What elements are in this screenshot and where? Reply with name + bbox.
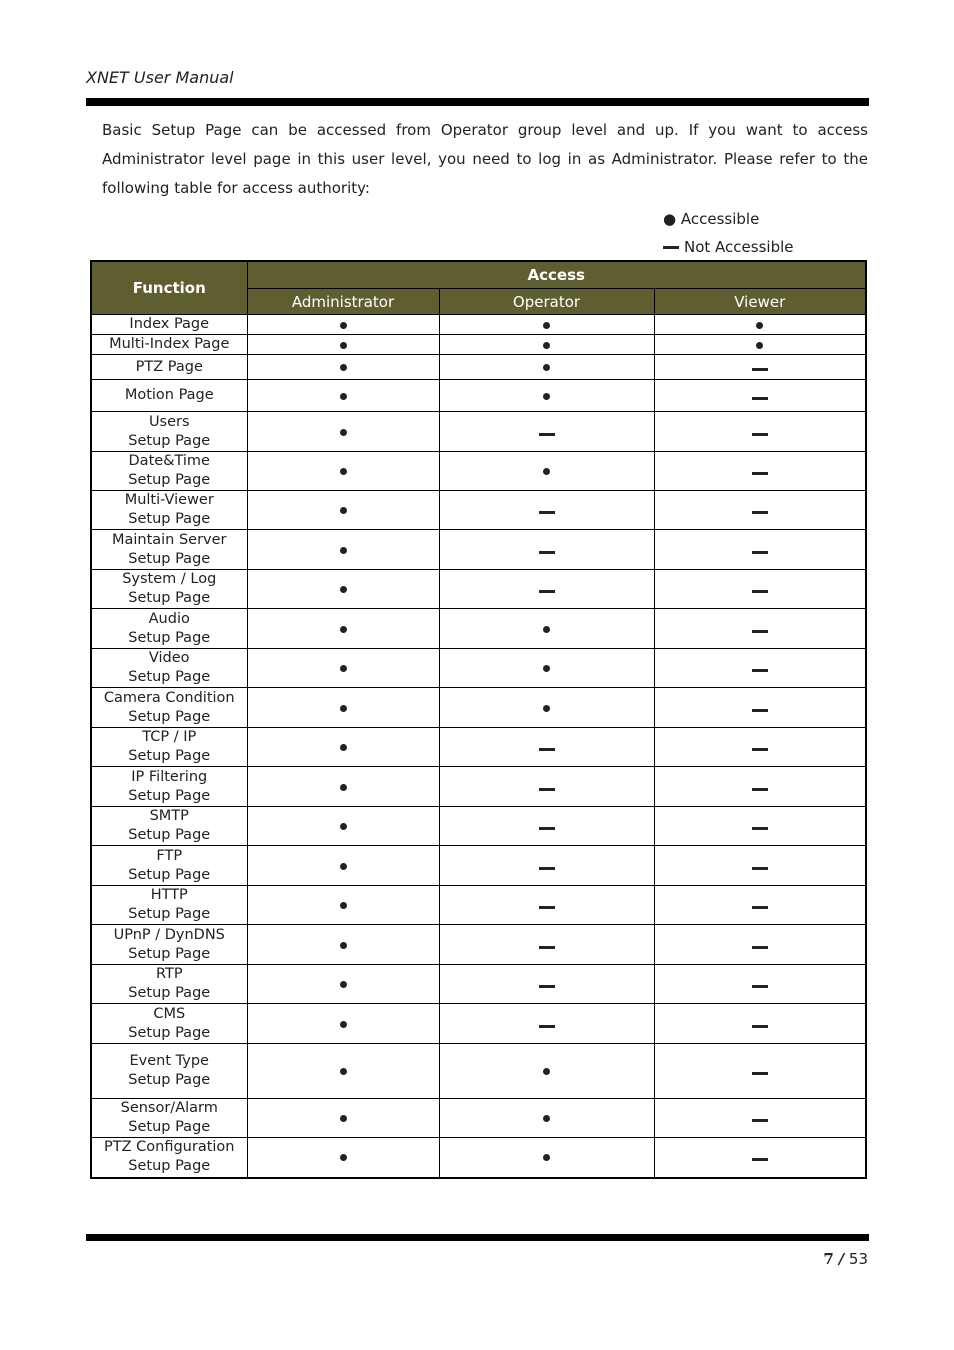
function-name-cell [91, 925, 247, 965]
access-cell-administrator [247, 728, 439, 767]
access-cell-operator [439, 649, 654, 688]
not-accessible-dash-icon [752, 788, 768, 791]
function-name-line: Setup Page [128, 511, 211, 527]
access-cell-operator [439, 412, 654, 452]
access-cell-viewer [654, 1004, 866, 1044]
function-name-cell [91, 886, 247, 925]
access-cell-viewer [654, 315, 866, 335]
accessible-bullet-icon [543, 1068, 550, 1075]
access-cell-administrator [247, 965, 439, 1004]
table-row [91, 609, 866, 649]
function-name-cell [91, 570, 247, 609]
role-header-operator: Operator [439, 289, 654, 315]
table-row [91, 335, 866, 355]
function-name-cell [91, 380, 247, 412]
function-name-line: IP Filtering [131, 768, 208, 785]
table-row [91, 491, 866, 530]
access-cell-operator [439, 1044, 654, 1099]
access-cell-operator [439, 380, 654, 412]
function-name-line: Setup Page [128, 985, 211, 1001]
not-accessible-dash-icon [539, 985, 555, 988]
accessible-bullet-icon [340, 468, 347, 475]
function-name-cell [91, 491, 247, 530]
function-name-line: System / Log [122, 571, 217, 587]
access-cell-operator [439, 965, 654, 1004]
accessible-bullet-icon [340, 744, 347, 751]
accessible-bullet-icon [340, 626, 347, 633]
function-name-line: SMTP [149, 808, 189, 824]
not-accessible-dash-icon [752, 748, 768, 751]
access-cell-administrator [247, 767, 439, 807]
accessible-bullet-icon [340, 902, 347, 909]
accessible-bullet-icon [543, 1154, 550, 1161]
accessible-bullet-icon [756, 342, 763, 349]
accessible-bullet-icon [756, 322, 763, 329]
accessible-bullet-icon [340, 942, 347, 949]
page-current: 7 [823, 1250, 834, 1268]
table-row [91, 649, 866, 688]
function-name-cell [91, 609, 247, 649]
function-name-line: Camera Condition [103, 689, 235, 706]
table-row [91, 728, 866, 767]
access-cell-operator [439, 530, 654, 570]
function-name-cell [91, 846, 247, 886]
not-accessible-dash-icon [752, 511, 768, 514]
table-row [91, 925, 866, 965]
table-row [91, 1044, 866, 1099]
access-cell-operator [439, 886, 654, 925]
accessible-bullet-icon [543, 1115, 550, 1122]
not-accessible-dash-icon [752, 867, 768, 870]
access-cell-viewer [654, 886, 866, 925]
function-name-cell [91, 452, 247, 491]
function-name-cell [91, 965, 247, 1004]
function-name-line: Event Type [129, 1053, 209, 1069]
access-cell-administrator [247, 412, 439, 452]
page-separator: / [838, 1250, 845, 1268]
not-accessible-dash-icon [539, 748, 555, 751]
accessible-bullet-icon [340, 1115, 347, 1122]
function-name-cell [91, 335, 247, 355]
dash-icon [663, 246, 679, 249]
function-name-cell [91, 807, 247, 846]
not-accessible-dash-icon [752, 1025, 768, 1028]
function-name-line: Maintain Server [111, 531, 227, 548]
function-name-line: Setup Page [128, 827, 211, 843]
access-cell-administrator [247, 335, 439, 355]
not-accessible-dash-icon [539, 867, 555, 870]
function-name-cell [91, 649, 247, 688]
role-header-administrator: Administrator [247, 289, 439, 315]
access-cell-viewer [654, 530, 866, 570]
function-name-line: Setup Page [128, 629, 211, 646]
accessible-bullet-icon [340, 429, 347, 436]
table-row [91, 315, 866, 335]
function-name-line: Setup Page [128, 550, 211, 567]
accessible-bullet-icon [543, 705, 550, 712]
access-cell-administrator [247, 452, 439, 491]
accessible-bullet-icon [543, 393, 550, 400]
access-cell-administrator [247, 807, 439, 846]
function-name-cell [91, 315, 247, 335]
not-accessible-dash-icon [752, 551, 768, 554]
access-cell-viewer [654, 925, 866, 965]
accessible-bullet-icon [543, 342, 550, 349]
access-cell-operator [439, 925, 654, 965]
access-cell-administrator [247, 570, 439, 609]
function-name-line: Setup Page [128, 1072, 211, 1088]
function-name-cell [91, 1004, 247, 1044]
legend-accessible-label: Accessible [680, 210, 760, 228]
access-table-body [91, 315, 866, 1178]
access-cell-administrator [247, 1044, 439, 1099]
access-cell-viewer [654, 649, 866, 688]
function-name-line: Motion Page [124, 387, 214, 403]
access-cell-operator [439, 1004, 654, 1044]
access-cell-viewer [654, 452, 866, 491]
legend [663, 205, 793, 261]
access-cell-operator [439, 807, 654, 846]
function-name-line: Setup Page [128, 669, 211, 685]
access-cell-administrator [247, 609, 439, 649]
access-cell-operator [439, 728, 654, 767]
access-cell-operator [439, 491, 654, 530]
table-row [91, 1138, 866, 1178]
access-cell-viewer [654, 1138, 866, 1178]
access-cell-administrator [247, 925, 439, 965]
accessible-bullet-icon [340, 1068, 347, 1075]
access-cell-administrator [247, 688, 439, 728]
table-row [91, 965, 866, 1004]
table-row [91, 452, 866, 491]
access-cell-operator [439, 767, 654, 807]
access-cell-operator [439, 335, 654, 355]
access-cell-operator [439, 1138, 654, 1178]
access-cell-viewer [654, 688, 866, 728]
access-header: Access [247, 261, 866, 289]
access-cell-operator [439, 315, 654, 335]
function-name-cell [91, 767, 247, 807]
access-cell-administrator [247, 355, 439, 380]
access-cell-viewer [654, 355, 866, 380]
accessible-bullet-icon [340, 1154, 347, 1161]
function-name-line: Setup Page [128, 1024, 211, 1041]
not-accessible-dash-icon [752, 906, 768, 909]
legend-accessible [663, 205, 793, 233]
access-cell-operator [439, 355, 654, 380]
table-row [91, 530, 866, 570]
function-name-line: Video [148, 650, 190, 666]
table-row [91, 767, 866, 807]
accessible-bullet-icon [543, 322, 550, 329]
legend-not-accessible-label: Not Accessible [684, 238, 794, 256]
function-name-line: Index Page [129, 316, 210, 332]
not-accessible-dash-icon [539, 511, 555, 514]
access-cell-administrator [247, 491, 439, 530]
not-accessible-dash-icon [752, 709, 768, 712]
accessible-bullet-icon [340, 823, 347, 830]
access-cell-viewer [654, 965, 866, 1004]
access-cell-administrator [247, 380, 439, 412]
function-name-line: CMS [153, 1005, 186, 1022]
accessible-bullet-icon [543, 665, 550, 672]
access-cell-viewer [654, 728, 866, 767]
access-cell-viewer [654, 609, 866, 649]
access-cell-administrator [247, 846, 439, 886]
not-accessible-dash-icon [539, 551, 555, 554]
access-cell-viewer [654, 1044, 866, 1099]
function-name-line: Setup Page [128, 1158, 211, 1175]
function-name-line: Setup Page [128, 1119, 211, 1135]
not-accessible-dash-icon [752, 1119, 768, 1122]
not-accessible-dash-icon [539, 590, 555, 593]
accessible-bullet-icon [543, 468, 550, 475]
access-cell-operator [439, 570, 654, 609]
accessible-bullet-icon [340, 1021, 347, 1028]
access-cell-viewer [654, 767, 866, 807]
accessible-bullet-icon [340, 665, 347, 672]
not-accessible-dash-icon [539, 1025, 555, 1028]
access-cell-administrator [247, 530, 439, 570]
not-accessible-dash-icon [752, 827, 768, 830]
accessible-bullet-icon [543, 364, 550, 371]
footer-rule [86, 1234, 869, 1241]
function-name-cell [91, 355, 247, 380]
function-name-line: Date&Time [128, 453, 210, 469]
accessible-bullet-icon [340, 507, 347, 514]
function-name-line: Setup Page [128, 787, 211, 804]
accessible-bullet-icon [340, 547, 347, 554]
access-cell-viewer [654, 1099, 866, 1138]
table-row [91, 570, 866, 609]
function-name-cell [91, 728, 247, 767]
function-header: Function [91, 261, 247, 315]
table-row [91, 1099, 866, 1138]
function-name-line: PTZ Configuration [104, 1139, 235, 1156]
function-name-line: Setup Page [128, 432, 211, 449]
not-accessible-dash-icon [752, 472, 768, 475]
accessible-bullet-icon [340, 322, 347, 329]
bullet-icon: ● [663, 210, 681, 228]
accessible-bullet-icon [340, 981, 347, 988]
access-cell-viewer [654, 380, 866, 412]
table-row [91, 355, 866, 380]
access-cell-viewer [654, 335, 866, 355]
not-accessible-dash-icon [752, 397, 768, 400]
function-name-line: UPnP / DynDNS [113, 926, 225, 943]
accessible-bullet-icon [340, 784, 347, 791]
function-name-line: Setup Page [128, 945, 211, 962]
access-cell-operator [439, 452, 654, 491]
table-row [91, 380, 866, 412]
access-cell-administrator [247, 1099, 439, 1138]
function-name-cell [91, 688, 247, 728]
accessible-bullet-icon [340, 863, 347, 870]
not-accessible-dash-icon [752, 1158, 768, 1161]
not-accessible-dash-icon [752, 985, 768, 988]
not-accessible-dash-icon [539, 788, 555, 791]
function-name-line: Setup Page [128, 906, 211, 922]
function-name-line: Audio [148, 610, 190, 627]
access-cell-operator [439, 609, 654, 649]
not-accessible-dash-icon [752, 1072, 768, 1075]
function-name-cell [91, 1044, 247, 1099]
not-accessible-dash-icon [539, 906, 555, 909]
not-accessible-dash-icon [752, 630, 768, 633]
function-name-cell [91, 412, 247, 452]
accessible-bullet-icon [340, 586, 347, 593]
accessible-bullet-icon [340, 342, 347, 349]
function-name-line: FTP [156, 847, 183, 864]
access-cell-viewer [654, 570, 866, 609]
access-cell-administrator [247, 886, 439, 925]
table-row [91, 412, 866, 452]
table-row [91, 807, 866, 846]
access-table [90, 260, 867, 1179]
function-name-line: Sensor/Alarm [120, 1100, 218, 1116]
not-accessible-dash-icon [539, 827, 555, 830]
role-header-viewer: Viewer [654, 289, 866, 315]
access-cell-administrator [247, 315, 439, 335]
access-cell-administrator [247, 649, 439, 688]
function-name-line: Setup Page [128, 708, 211, 725]
accessible-bullet-icon [340, 364, 347, 371]
function-name-line: Setup Page [128, 866, 211, 883]
function-name-line: Setup Page [128, 748, 211, 764]
table-row [91, 688, 866, 728]
function-name-line: HTTP [150, 887, 188, 903]
function-name-line: Users [148, 413, 190, 430]
accessible-bullet-icon [543, 626, 550, 633]
not-accessible-dash-icon [539, 433, 555, 436]
function-name-line: TCP / IP [142, 729, 197, 745]
not-accessible-dash-icon [539, 946, 555, 949]
page-number [823, 1250, 868, 1268]
not-accessible-dash-icon [752, 368, 768, 371]
not-accessible-dash-icon [752, 433, 768, 436]
not-accessible-dash-icon [752, 669, 768, 672]
accessible-bullet-icon [340, 705, 347, 712]
access-cell-operator [439, 688, 654, 728]
access-cell-viewer [654, 491, 866, 530]
function-name-line: Multi-Index Page [109, 336, 230, 352]
access-cell-viewer [654, 412, 866, 452]
access-cell-viewer [654, 807, 866, 846]
page-total: 53 [848, 1250, 868, 1268]
access-cell-administrator [247, 1004, 439, 1044]
function-name-cell [91, 1099, 247, 1138]
function-name-line: Multi-Viewer [124, 492, 214, 508]
function-name-cell [91, 530, 247, 570]
accessible-bullet-icon [340, 393, 347, 400]
function-name-line: Setup Page [128, 590, 211, 606]
header-rule [86, 98, 869, 106]
table-row [91, 1004, 866, 1044]
table-row [91, 886, 866, 925]
access-cell-operator [439, 1099, 654, 1138]
function-name-cell [91, 1138, 247, 1178]
table-row [91, 846, 866, 886]
function-name-line: PTZ Page [135, 358, 203, 375]
function-name-line: Setup Page [128, 472, 211, 488]
not-accessible-dash-icon [752, 946, 768, 949]
access-cell-administrator [247, 1138, 439, 1178]
document-header-title: XNET User Manual [86, 68, 234, 87]
function-name-line: RTP [155, 966, 183, 982]
legend-not-accessible [663, 233, 793, 261]
access-cell-viewer [654, 846, 866, 886]
access-cell-operator [439, 846, 654, 886]
not-accessible-dash-icon [752, 590, 768, 593]
intro-paragraph: Basic Setup Page can be accessed from Operator group level and up. If you want to access Administrator level page in this user level, you need to log in as Administrator. Please refer to the following table for access authority: [102, 121, 868, 197]
